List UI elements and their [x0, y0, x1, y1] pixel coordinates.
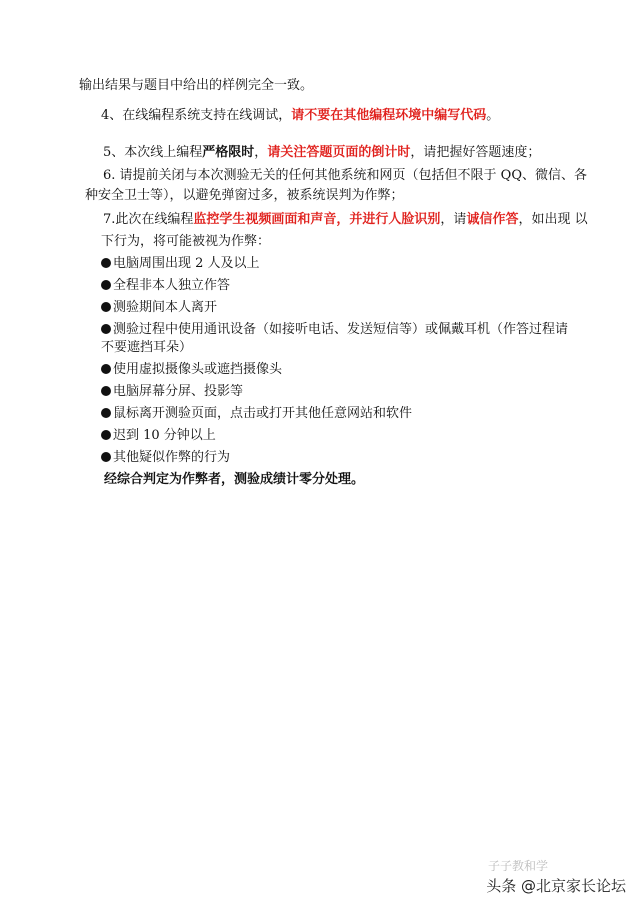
text: ，	[254, 145, 268, 160]
list-item-text: 全程非本人独立作答	[113, 278, 231, 293]
text: 6. 请提前关闭与本次测验无关的任何其他系统和网页（包括但不限于 QQ、微信、各	[103, 168, 587, 183]
text: ，请	[440, 212, 467, 227]
list-item	[101, 450, 230, 466]
bullet-icon	[101, 302, 111, 312]
text: 下行为，将可能被视为作弊：	[101, 234, 271, 249]
highlight-text: 诚信作答	[466, 212, 519, 227]
list-item-text: 其他疑似作弊的行为	[113, 450, 231, 465]
text: 种安全卫士等），以避免弹窗过多，被系统误判为作弊；	[85, 188, 404, 203]
paragraph-rule-7-line1	[103, 212, 588, 228]
bullet-icon	[101, 430, 111, 440]
text: 5、本次线上编程	[103, 145, 203, 160]
paragraph-rule-6-line1	[103, 168, 587, 184]
list-item-text: 迟到 10 分钟以上	[113, 428, 216, 443]
footer-source-label	[486, 875, 626, 896]
paragraph-rule-6-line2	[85, 188, 404, 204]
bullet-icon	[101, 386, 111, 396]
text: 4、在线编程系统支持在线调试，	[101, 108, 292, 123]
bullet-icon	[101, 408, 111, 418]
list-item-text: 测验期间本人离开	[113, 300, 218, 315]
bullet-icon	[101, 324, 111, 334]
list-item-text: 使用虚拟摄像头或遮挡摄像头	[113, 362, 283, 377]
text: 7.此次在线编程	[103, 212, 194, 227]
watermark-text: 子子教和学	[487, 859, 548, 873]
text: ，请把握好答题速度；	[410, 145, 541, 160]
bullet-icon	[101, 452, 111, 462]
list-item	[101, 256, 260, 272]
text: 。	[486, 108, 500, 123]
bullet-icon	[101, 364, 111, 374]
list-item-text: 电脑屏幕分屏、投影等	[113, 384, 244, 399]
list-item-text: 测验过程中使用通讯设备（如接听电话、发送短信等）或佩戴耳机（作答过程请	[113, 322, 569, 337]
list-item-text: 鼠标离开测验页面，点击或打开其他任意网站和软件	[113, 406, 413, 421]
list-item	[101, 300, 217, 316]
highlight-text: 监控学生视频画面和声音，并进行人脸识别	[193, 212, 441, 227]
paragraph-rule-7-line2	[101, 234, 270, 250]
bold-text: 严格限时	[202, 145, 255, 160]
list-item-text: 不要遮挡耳朵）	[101, 340, 193, 355]
list-item	[101, 384, 243, 400]
bullet-icon	[101, 258, 111, 268]
bullet-icon	[101, 280, 111, 290]
list-item	[101, 362, 282, 378]
highlight-text: 请不要在其他编程环境中编写代码	[291, 108, 487, 123]
list-item-continuation	[101, 340, 192, 356]
paragraph-rule-4	[101, 108, 499, 124]
highlight-text: 请关注答题页面的倒计时	[267, 145, 411, 160]
list-item	[101, 428, 216, 444]
text: 经综合判定为作弊者，测验成绩计零分处理。	[104, 472, 365, 487]
text: 输出结果与题目中给出的样例完全一致。	[79, 78, 314, 93]
paragraph-rule-5	[103, 145, 540, 161]
conclusion-text	[104, 472, 364, 488]
watermark	[488, 857, 548, 874]
footer-text: 头条 @北京家长论坛	[486, 877, 626, 895]
list-item	[101, 322, 568, 338]
list-item	[101, 406, 412, 422]
list-item-text: 电脑周围出现 2 人及以上	[113, 256, 260, 271]
paragraph-output-result	[79, 78, 313, 94]
list-item	[101, 278, 230, 294]
text: ，如出现 以	[518, 212, 588, 227]
